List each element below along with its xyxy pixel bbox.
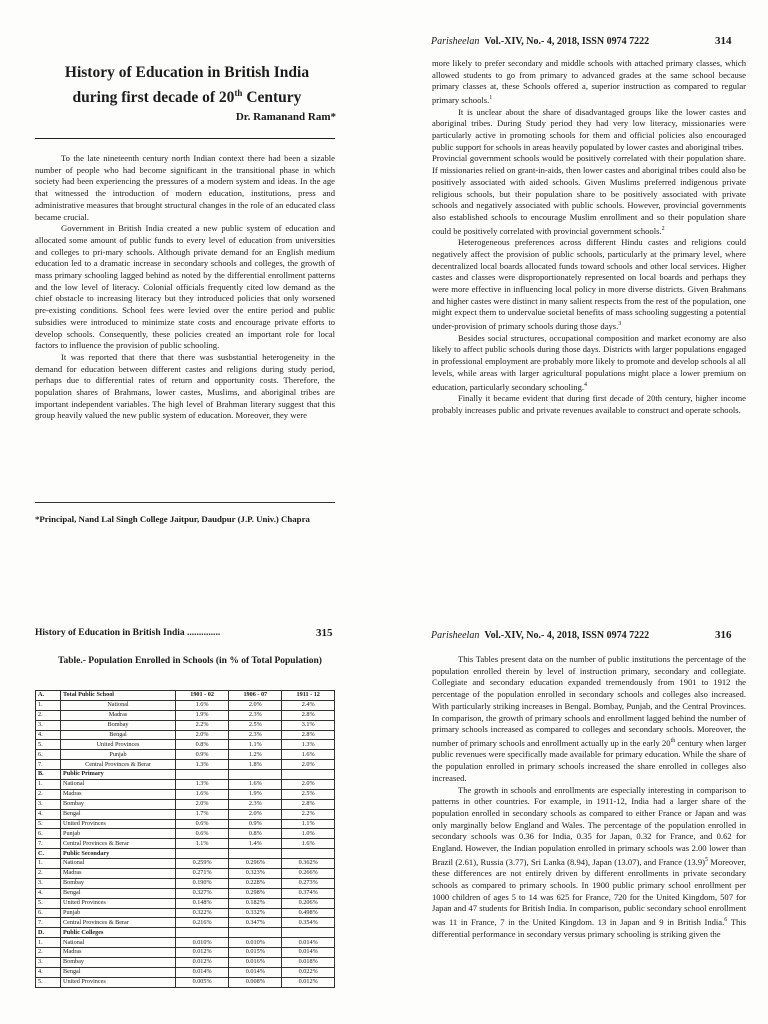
value-1906-cell xyxy=(229,770,282,780)
title-line-2: during first decade of 20 xyxy=(72,89,235,107)
value-1901-cell: 1.1% xyxy=(176,839,229,849)
row-label-cell: Punjab xyxy=(61,750,176,760)
value-1911-cell: 2.8% xyxy=(282,799,335,809)
row-label-cell: Bombay xyxy=(61,958,176,968)
value-1906-cell: 0.323% xyxy=(229,869,282,879)
table-row xyxy=(36,720,335,730)
running-head xyxy=(35,628,220,638)
table-section-row xyxy=(36,770,335,780)
value-1906-cell: 0.298% xyxy=(229,888,282,898)
row-label-cell: Madras xyxy=(61,869,176,879)
value-1901-cell: 0.012% xyxy=(176,948,229,958)
row-label-cell: Central Provinces & Berar xyxy=(61,918,176,928)
header-cell: 1911 - 12 xyxy=(282,691,335,701)
row-number-cell: 5. xyxy=(36,977,61,987)
table-row xyxy=(36,799,335,809)
row-label-cell: Bengal xyxy=(61,888,176,898)
row-label-cell: Bombay xyxy=(61,878,176,888)
row-label-cell: Bengal xyxy=(61,967,176,977)
paragraph-text: Besides social structures, occupational composition and market economy are also likely to affect public schools during those days. Districts with larger populations engaged in professional employment are probably more likely to promote and develop schools al all levels, while areas with larger agricultural populations might place a lower premium on education, particularly secondary schooling. xyxy=(432,332,746,392)
title-sup: th xyxy=(234,88,243,98)
table-row xyxy=(36,908,335,918)
table-header-row xyxy=(36,691,335,701)
value-1911-cell: 1.1% xyxy=(282,819,335,829)
table-row xyxy=(36,700,335,710)
paragraph-text: Heterogeneous preferences across different Hindu castes and religions could negatively affect the provision of public schools, particularly at the primary level, where decentralized local boards allocated funds toward schools and other local services. Higher castes and classes were disproportionately represented on local boards and perhaps they were more effective in influencing local policy in more diverse districts. Given Brahmans and higher castes were distinct in many salient respects from the rest of the population, one might expect them to undervalue societal benefits of mass schooling suggesting a potential under-provision of primary schools during those days. xyxy=(432,237,746,332)
value-1911-cell: 0.362% xyxy=(282,859,335,869)
value-1906-cell: 2.0% xyxy=(229,809,282,819)
row-label-cell: Public Secondary xyxy=(61,849,176,859)
row-number-cell: 7. xyxy=(36,760,61,770)
table-row xyxy=(36,869,335,879)
paragraph-text: Provincial government schools would be positively correlated with their population share. If missionaries relied on grant-in-aids, then lower castes and aboriginal tribes could also be positively associated with aided schools. Given Muslims preferred indigenous private religious schools, but their population share to be positively associated with private schools and negatively associated with public schools. However, provincial governments also established schools to encourage Muslim enrollment and so their population share could be positively correlated with provincial government schools. xyxy=(432,153,746,236)
value-1911-cell: 0.266% xyxy=(282,869,335,879)
value-1901-cell: 0.322% xyxy=(176,908,229,918)
value-1901-cell: 0.6% xyxy=(176,829,229,839)
page-number: 316 xyxy=(715,629,732,641)
value-1911-cell: 0.273% xyxy=(282,878,335,888)
value-1901-cell: 0.271% xyxy=(176,869,229,879)
value-1901-cell xyxy=(176,849,229,859)
table-section-row xyxy=(36,849,335,859)
page-316-body xyxy=(432,654,746,940)
running-head-title: History of Education in British India .............. xyxy=(35,628,221,638)
row-number-cell: 3. xyxy=(36,720,61,730)
value-1906-cell xyxy=(229,928,282,938)
table-row xyxy=(36,958,335,968)
row-number-cell: 2. xyxy=(36,789,61,799)
row-number-cell: 2. xyxy=(36,869,61,879)
footnote-ref: 6 xyxy=(724,917,728,924)
value-1911-cell: 1.6% xyxy=(282,750,335,760)
value-1906-cell: 1.2% xyxy=(229,750,282,760)
page-313 xyxy=(0,0,384,612)
table-row xyxy=(36,780,335,790)
value-1906-cell: 1.1% xyxy=(229,740,282,750)
row-label-cell: United Provinces xyxy=(61,740,176,750)
author-name: Dr. Ramanand Ram* xyxy=(235,111,336,123)
value-1901-cell: 2.2% xyxy=(176,720,229,730)
paragraph xyxy=(432,785,746,941)
value-1911-cell: 0.374% xyxy=(282,888,335,898)
table-caption: Table.- Population Enrolled in Schools (in % of Total Population) xyxy=(58,656,322,666)
row-label-cell: National xyxy=(61,859,176,869)
value-1911-cell: 2.8% xyxy=(282,710,335,720)
table-row xyxy=(36,829,335,839)
table-row xyxy=(36,878,335,888)
table-row xyxy=(36,938,335,948)
footnote-ref: 4 xyxy=(584,381,588,388)
row-number-cell: 1. xyxy=(36,859,61,869)
table-row xyxy=(36,888,335,898)
row-number-cell: 5. xyxy=(36,819,61,829)
table-row xyxy=(36,710,335,720)
row-number-cell: 2. xyxy=(36,948,61,958)
value-1906-cell: 0.010% xyxy=(229,938,282,948)
page-314-body xyxy=(432,58,746,417)
value-1911-cell: 2.5% xyxy=(282,789,335,799)
value-1901-cell: 1.6% xyxy=(176,700,229,710)
row-number-cell: 1. xyxy=(36,780,61,790)
value-1911-cell: 0.012% xyxy=(282,977,335,987)
journal-name: Parisheelan xyxy=(431,36,480,47)
paragraph xyxy=(432,58,746,107)
row-label-cell: United Provinces xyxy=(61,898,176,908)
value-1911-cell: 1.3% xyxy=(282,740,335,750)
article-title xyxy=(35,63,339,108)
header-cell: Total Public School xyxy=(61,691,176,701)
row-label-cell: Public Colleges xyxy=(61,928,176,938)
value-1906-cell: 2.3% xyxy=(229,799,282,809)
value-1901-cell: 0.9% xyxy=(176,750,229,760)
table-row xyxy=(36,977,335,987)
value-1906-cell: 0.014% xyxy=(229,967,282,977)
paragraph-text: This Tables present data on the number of public institutions the percentage of the population enrolled therein by level of instruction primary, secondary and collegiate. Collegiate and secondary education expanded tremendously from 1901 to 1912 the percentage of the population enrolled in secondary schools and colleges also increased. With particularly striking increases in Bengal. Bombay, Punjab, and the Central Provinces. In comparison, the growth of primary schools and enrollment lagged behind the number of primary schools increased as compared to colleges and secondary schools. Moreover, the number of primary schools and enrollment actually up in the early 20 xyxy=(432,654,746,748)
row-label-cell: National xyxy=(61,700,176,710)
paragraph-text: The growth in schools and enrollments are especially interesting in comparison to patterns in other countries. For example, in 1911-12, India had a larger share of the population enrolled in secondary schools as compared to either France or Japan and was only marginally below England and Wales. The percentage of the population enrolled in secondary schools was 0.36 for India, 0.35 for Japan, 0.32 for France, and 0.62 for England. However, the Indian population enrolled in primary schools was 2.00 lower than Brazil (2.61), Russia (3.77), Sri Lanka (8.94), Japan (13.07), and France (13.9) xyxy=(432,784,746,867)
value-1906-cell: 2.5% xyxy=(229,720,282,730)
row-label-cell: Madras xyxy=(61,789,176,799)
table-row xyxy=(36,918,335,928)
population-enrollment-table xyxy=(35,690,335,988)
value-1901-cell: 1.6% xyxy=(176,789,229,799)
paragraph: Government in British India created a new public system of education and allocated some amount of public funds to every level of education from universities and colleges to pri-mary schools. Although private demand for an English medium education led to a dramatic increase in secondary schools and colleges, the growth of mass primary schooling lagged behind as noted by the differential enrollment patterns and the low level of literacy. Colonial officials frequently cited low demand as the chief obstacle to increasing literacy but they introduced policies that only worsened pre-existing conditions. School fees were levied over the entire period and public subsidies were introduced to minimize state costs and encourage private efforts to develop schools. Consequently, these policies created an important role for local factors to influence the provision of public schooling. xyxy=(35,223,335,351)
value-1911-cell: 1.0% xyxy=(282,829,335,839)
row-number-cell: 4. xyxy=(36,730,61,740)
value-1901-cell: 0.010% xyxy=(176,938,229,948)
table-row xyxy=(36,839,335,849)
value-1901-cell: 2.0% xyxy=(176,730,229,740)
row-number-cell: 3. xyxy=(36,799,61,809)
value-1901-cell: 1.7% xyxy=(176,809,229,819)
row-label-cell: National xyxy=(61,780,176,790)
value-1901-cell: 0.6% xyxy=(176,819,229,829)
value-1901-cell: 0.148% xyxy=(176,898,229,908)
row-number-cell: 3. xyxy=(36,878,61,888)
value-1901-cell: 0.259% xyxy=(176,859,229,869)
row-label-cell: Public Primary xyxy=(61,770,176,780)
paragraph xyxy=(432,237,746,332)
value-1911-cell: 3.1% xyxy=(282,720,335,730)
value-1906-cell: 1.9% xyxy=(229,789,282,799)
value-1906-cell: 1.4% xyxy=(229,839,282,849)
row-label-cell: Central Provinces & Berar xyxy=(61,839,176,849)
row-number-cell: 5. xyxy=(36,740,61,750)
value-1911-cell xyxy=(282,928,335,938)
table-row xyxy=(36,809,335,819)
value-1911-cell: 2.0% xyxy=(282,780,335,790)
paragraph xyxy=(432,153,746,237)
paragraph-text: more likely to prefer secondary and middle schools with attached primary classes, which allowed students to go from primary to advanced grades at the same school because primary classes at, these Schools offered a, superior instruction as compared to regular primary schools. xyxy=(432,58,746,105)
value-1901-cell: 0.216% xyxy=(176,918,229,928)
value-1906-cell: 0.008% xyxy=(229,977,282,987)
value-1911-cell xyxy=(282,849,335,859)
row-label-cell: United Provinces xyxy=(61,977,176,987)
value-1901-cell xyxy=(176,928,229,938)
table-row xyxy=(36,948,335,958)
table-row xyxy=(36,760,335,770)
row-number-cell: 2. xyxy=(36,710,61,720)
table-row xyxy=(36,819,335,829)
value-1911-cell: 2.2% xyxy=(282,809,335,819)
row-label-cell: Punjab xyxy=(61,829,176,839)
row-number-cell: 1. xyxy=(36,700,61,710)
value-1906-cell: 1.6% xyxy=(229,780,282,790)
paragraph: Finally it became evident that during first decade of 20th century, higher income probably increases public and private revenues available to construct and operate schools. xyxy=(432,393,746,415)
value-1906-cell: 2.3% xyxy=(229,730,282,740)
value-1911-cell: 0.014% xyxy=(282,938,335,948)
value-1906-cell: 0.182% xyxy=(229,898,282,908)
journal-header xyxy=(431,630,649,641)
author-footnote: *Principal, Nand Lal Singh College Jaitpur, Daudpur (J.P. Univ.) Chapra xyxy=(35,514,310,524)
paragraph: It is unclear about the share of disadvantaged groups like the lower castes and aboriginal tribes. During Study period they had very low literacy, missionaries were particularly active in promoting schools for them and official policies also encouraged public support for schools in areas heavily populated by lower castes and aboriginal tribes. xyxy=(432,106,746,152)
value-1901-cell: 0.014% xyxy=(176,967,229,977)
footnote-ref: 5 xyxy=(704,856,708,863)
page-number: 314 xyxy=(715,35,732,47)
value-1911-cell: 2.8% xyxy=(282,730,335,740)
footnote-ref: 2 xyxy=(661,225,665,232)
title-rule xyxy=(35,138,335,139)
value-1901-cell: 1.9% xyxy=(176,710,229,720)
row-number-cell: 7. xyxy=(36,839,61,849)
value-1901-cell: 0.005% xyxy=(176,977,229,987)
value-1911-cell: 0.018% xyxy=(282,958,335,968)
paragraph: To the late nineteenth century north Indian context there had been a sizable number of people who had become significant in the transitional phase in which society had been experiencing the pressures of a modern system and ideas. In the age that witnessed the introduction of modern education, institutions, press and administrative measures that brought structural changes in the role of an educated class became crucial. xyxy=(35,153,335,222)
value-1901-cell: 0.327% xyxy=(176,888,229,898)
value-1906-cell: 0.228% xyxy=(229,878,282,888)
row-number-cell: 4. xyxy=(36,888,61,898)
row-label-cell: Madras xyxy=(61,948,176,958)
value-1911-cell: 1.6% xyxy=(282,839,335,849)
paragraph: It was reported that there that there was susbstantial heterogeneity in the demand for education between different castes and religions during study period, perhaps due to differential rates of return and opportunity costs. Therefore, the population shares of Brahmans, lower castes, Muslims, and aboriginal tribes are important independent variables. The high level of Brahman literary suggest that this group heavily valued the new public system of education. Moreover, they were xyxy=(35,351,335,421)
header-cell: 1906 - 07 xyxy=(229,691,282,701)
table-row xyxy=(36,730,335,740)
value-1906-cell: 0.347% xyxy=(229,918,282,928)
header-cell: A. xyxy=(36,691,61,701)
row-number-cell: 1. xyxy=(36,938,61,948)
row-number-cell: D. xyxy=(36,928,61,938)
row-label-cell: Central Provinces & Berar xyxy=(61,760,176,770)
value-1911-cell xyxy=(282,770,335,780)
paragraph-text: This differential performance in secondary versus primary schooling is striking given the xyxy=(432,917,746,939)
value-1911-cell: 0.022% xyxy=(282,967,335,977)
value-1911-cell: 0.498% xyxy=(282,908,335,918)
page-316 xyxy=(384,612,768,1024)
row-number-cell: 3. xyxy=(36,958,61,968)
value-1911-cell: 0.014% xyxy=(282,948,335,958)
row-number-cell: 6. xyxy=(36,750,61,760)
value-1906-cell: 0.9% xyxy=(229,819,282,829)
value-1901-cell: 2.0% xyxy=(176,799,229,809)
value-1906-cell: 2.0% xyxy=(229,700,282,710)
row-label-cell: Bombay xyxy=(61,799,176,809)
value-1906-cell: 0.8% xyxy=(229,829,282,839)
superscript: th xyxy=(670,737,676,744)
footnote-ref: 3 xyxy=(618,321,622,328)
value-1901-cell: 1.3% xyxy=(176,760,229,770)
row-number-cell: C. xyxy=(36,849,61,859)
value-1901-cell: 1.3% xyxy=(176,780,229,790)
value-1906-cell: 0.016% xyxy=(229,958,282,968)
value-1906-cell: 2.3% xyxy=(229,710,282,720)
paragraph xyxy=(432,333,746,393)
row-number-cell: B. xyxy=(36,770,61,780)
row-label-cell: National xyxy=(61,938,176,948)
title-line-2-end: Century xyxy=(242,89,302,107)
row-number-cell: 5. xyxy=(36,898,61,908)
row-label-cell: United Provinces xyxy=(61,819,176,829)
row-label-cell: Bombay xyxy=(61,720,176,730)
row-number-cell: 6. xyxy=(36,829,61,839)
value-1901-cell: 0.190% xyxy=(176,878,229,888)
value-1906-cell: 1.8% xyxy=(229,760,282,770)
journal-volume-info: Vol.-XIV, No.- 4, 2018, ISSN 0974 7222 xyxy=(484,630,650,641)
value-1911-cell: 0.206% xyxy=(282,898,335,908)
table-row xyxy=(36,740,335,750)
header-cell: 1901 - 02 xyxy=(176,691,229,701)
value-1911-cell: 0.354% xyxy=(282,918,335,928)
table-row xyxy=(36,789,335,799)
row-label-cell: Punjab xyxy=(61,908,176,918)
table-row xyxy=(36,898,335,908)
row-label-cell: Bengal xyxy=(61,730,176,740)
table-section-row xyxy=(36,928,335,938)
page-313-body xyxy=(35,153,335,422)
value-1906-cell: 0.015% xyxy=(229,948,282,958)
row-label-cell: Bengal xyxy=(61,809,176,819)
paragraph-text: century when larger public revenues were specifically made available for primary education. While the share of the population enrolled in primary schools increased the share enrolled in colleges also increased. xyxy=(432,737,746,783)
journal-header xyxy=(431,36,649,47)
table-row xyxy=(36,859,335,869)
value-1901-cell xyxy=(176,770,229,780)
value-1906-cell xyxy=(229,849,282,859)
row-label-cell: Madras xyxy=(61,710,176,720)
value-1911-cell: 2.4% xyxy=(282,700,335,710)
table-row xyxy=(36,750,335,760)
footnote-ref: 1 xyxy=(489,95,493,102)
title-line-1: History of Education in British India xyxy=(64,64,310,81)
row-number-cell: 4. xyxy=(36,967,61,977)
value-1901-cell: 0.012% xyxy=(176,958,229,968)
table-row xyxy=(36,967,335,977)
value-1901-cell: 0.8% xyxy=(176,740,229,750)
value-1906-cell: 0.296% xyxy=(229,859,282,869)
row-number-cell: 6. xyxy=(36,908,61,918)
value-1911-cell: 2.0% xyxy=(282,760,335,770)
row-number-cell: 4. xyxy=(36,809,61,819)
page-number: 315 xyxy=(316,627,333,639)
footnote-rule xyxy=(35,502,335,503)
row-number-cell: 7. xyxy=(36,918,61,928)
paragraph-text: Moreover, these differences are not entirely driven by different enrollments in private secondary schools as compared to primary schools. In 1900 public primary school enrollment per 1000 children of ages 5 to 14 was 625 for France, 720 for the United Kingdom, 507 for Japan and 47 students for British India. In comparison, public secondary school enrollment was 11 in France, 7 in the United Kingdom. 13 in Japan and 9 in British India. xyxy=(432,856,746,928)
page-314 xyxy=(384,0,768,612)
journal-volume-info: Vol.-XIV, No.- 4, 2018, ISSN 0974 7222 xyxy=(484,36,650,47)
paragraph xyxy=(432,654,746,785)
value-1906-cell: 0.332% xyxy=(229,908,282,918)
journal-name: Parisheelan xyxy=(431,630,480,641)
